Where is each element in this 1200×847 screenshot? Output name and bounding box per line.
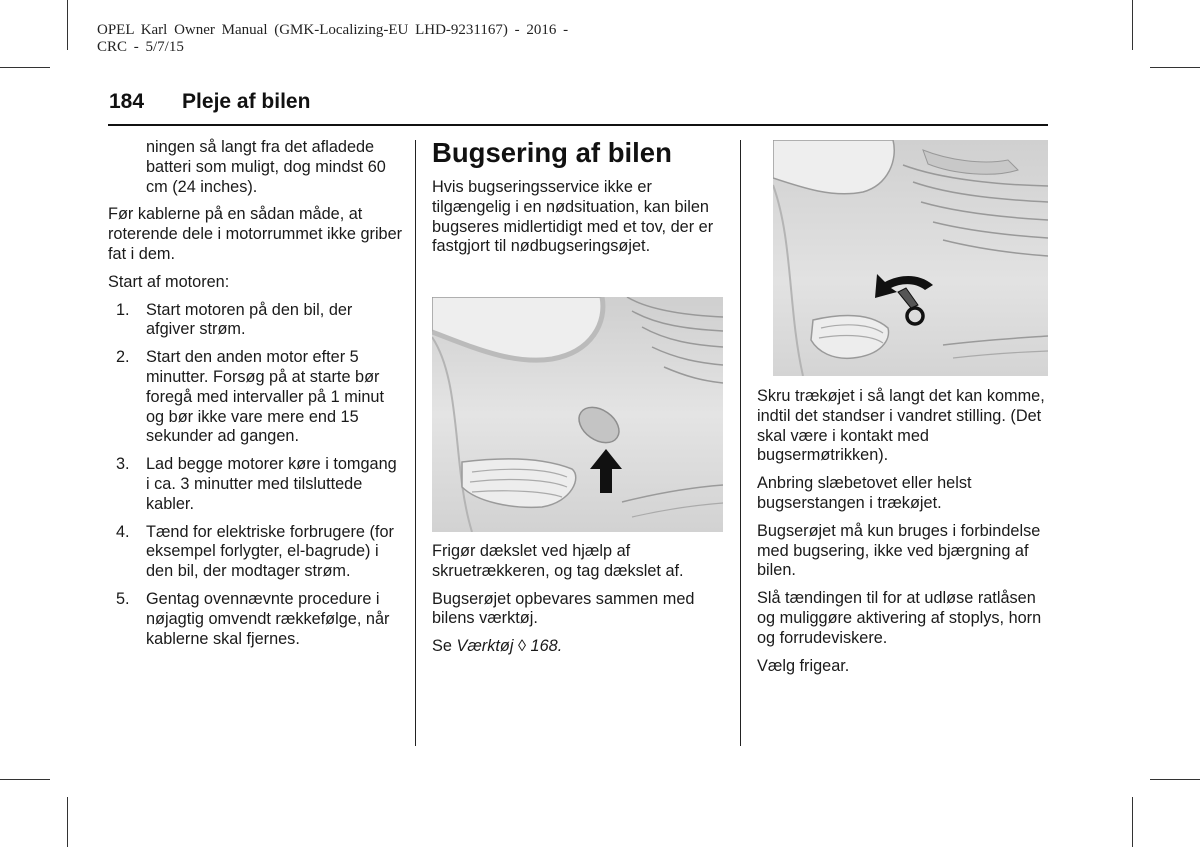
document-header: OPEL Karl Owner Manual (GMK-Localizing-EU LHD-9231167) - 2016 - CRC - 5/7/15 xyxy=(97,22,569,55)
step-text: Start den anden motor efter 5 minutter. Forsøg på at starte bør foregå med intervaller på 1 minut og bør ikke vare mere end 15 sekunder ad gangen. xyxy=(146,348,385,446)
step-number: 2. xyxy=(116,348,130,367)
step-list xyxy=(108,301,404,650)
crop-mark xyxy=(67,797,68,847)
figure-tow-eye-cover xyxy=(432,297,723,532)
column-1 xyxy=(108,138,404,657)
crop-mark xyxy=(1150,67,1200,68)
crop-mark xyxy=(0,779,50,780)
crop-mark xyxy=(67,0,68,50)
column-2-lower xyxy=(432,542,724,665)
crop-mark xyxy=(1132,797,1133,847)
paragraph: Frigør dækslet ved hjælp af skruetrækkeren, og tag dækslet af. xyxy=(432,542,684,580)
crop-mark xyxy=(1132,0,1133,50)
step-text: Gentag ovennævnte procedure i nøjagtig omvendt rækkefølge, når kablerne skal fjernes. xyxy=(146,589,390,648)
paragraph: Bugserøjet må kun bruges i forbindelse med bugsering, ikke ved bjærgning af bilen. xyxy=(757,521,1041,580)
figure-tow-eye-install xyxy=(773,140,1048,376)
step-number: 5. xyxy=(116,589,130,608)
page-title: Pleje af bilen xyxy=(182,90,311,113)
paragraph: Start af motoren: xyxy=(108,272,230,291)
step-text: Lad begge motorer køre i tomgang i ca. 3 minutter med tilsluttede kabler. xyxy=(146,455,397,513)
paragraph: Slå tændingen til for at udløse ratlåsen og muliggøre aktivering af stoplys, horn og forrudeviskere. xyxy=(757,589,1042,647)
reference-arrow-icon: ◊ xyxy=(517,637,527,656)
reference-prefix: Se xyxy=(432,637,457,656)
paragraph: Vælg frigear. xyxy=(757,656,850,675)
reference-link[interactable]: Værktøj xyxy=(456,637,514,656)
paragraph: Bugserøjet opbevares sammen med bilens værktøj. xyxy=(432,589,695,628)
column-divider xyxy=(740,140,741,746)
list-item xyxy=(108,301,404,341)
reference-page: 168. xyxy=(530,637,563,656)
bumper-cover-illustration xyxy=(432,297,723,532)
column-2 xyxy=(432,138,724,265)
step-number: 1. xyxy=(116,300,130,319)
section-heading: Bugsering af bilen xyxy=(432,137,672,168)
continuation-text: ningen så langt fra det afladede batteri som muligt, dog mindst 60 cm (24 inches). xyxy=(146,138,386,196)
column-3 xyxy=(757,387,1052,684)
header-rule xyxy=(108,124,1048,126)
step-text: Tænd for elektriske forbrugere (for eksempel forlygter, el-bagrude) i den bil, der modtager strøm. xyxy=(146,522,394,581)
step-number: 4. xyxy=(116,522,130,541)
page-number: 184 xyxy=(109,90,145,113)
column-divider xyxy=(415,140,416,746)
paragraph: Hvis bugseringsservice ikke er tilgængelig i en nødsituation, kan bilen bugseres midlertidigt med et tov, der er fastgjort til nødbugseringsøjet. xyxy=(432,178,714,256)
paragraph: Anbring slæbetovet eller helst bugserstangen i trækøjet. xyxy=(757,474,972,512)
list-item xyxy=(108,590,404,649)
paragraph: Før kablerne på en sådan måde, at roterende dele i motorrummet ikke griber fat i dem. xyxy=(108,205,403,263)
paragraph: Skru trækøjet i så langt det kan komme, indtil det standser i vandret stilling. (Det skal være i kontakt med bugsermøtrikken). xyxy=(757,387,1045,465)
step-number: 3. xyxy=(116,455,130,474)
cross-reference xyxy=(432,637,724,657)
list-item xyxy=(108,348,404,447)
crop-mark xyxy=(1150,779,1200,780)
list-item xyxy=(108,455,404,514)
tow-eye-illustration xyxy=(773,140,1048,376)
crop-mark xyxy=(0,67,50,68)
page-heading xyxy=(109,90,310,114)
list-item xyxy=(108,523,404,582)
step-text: Start motoren på den bil, der afgiver strøm. xyxy=(146,300,353,339)
